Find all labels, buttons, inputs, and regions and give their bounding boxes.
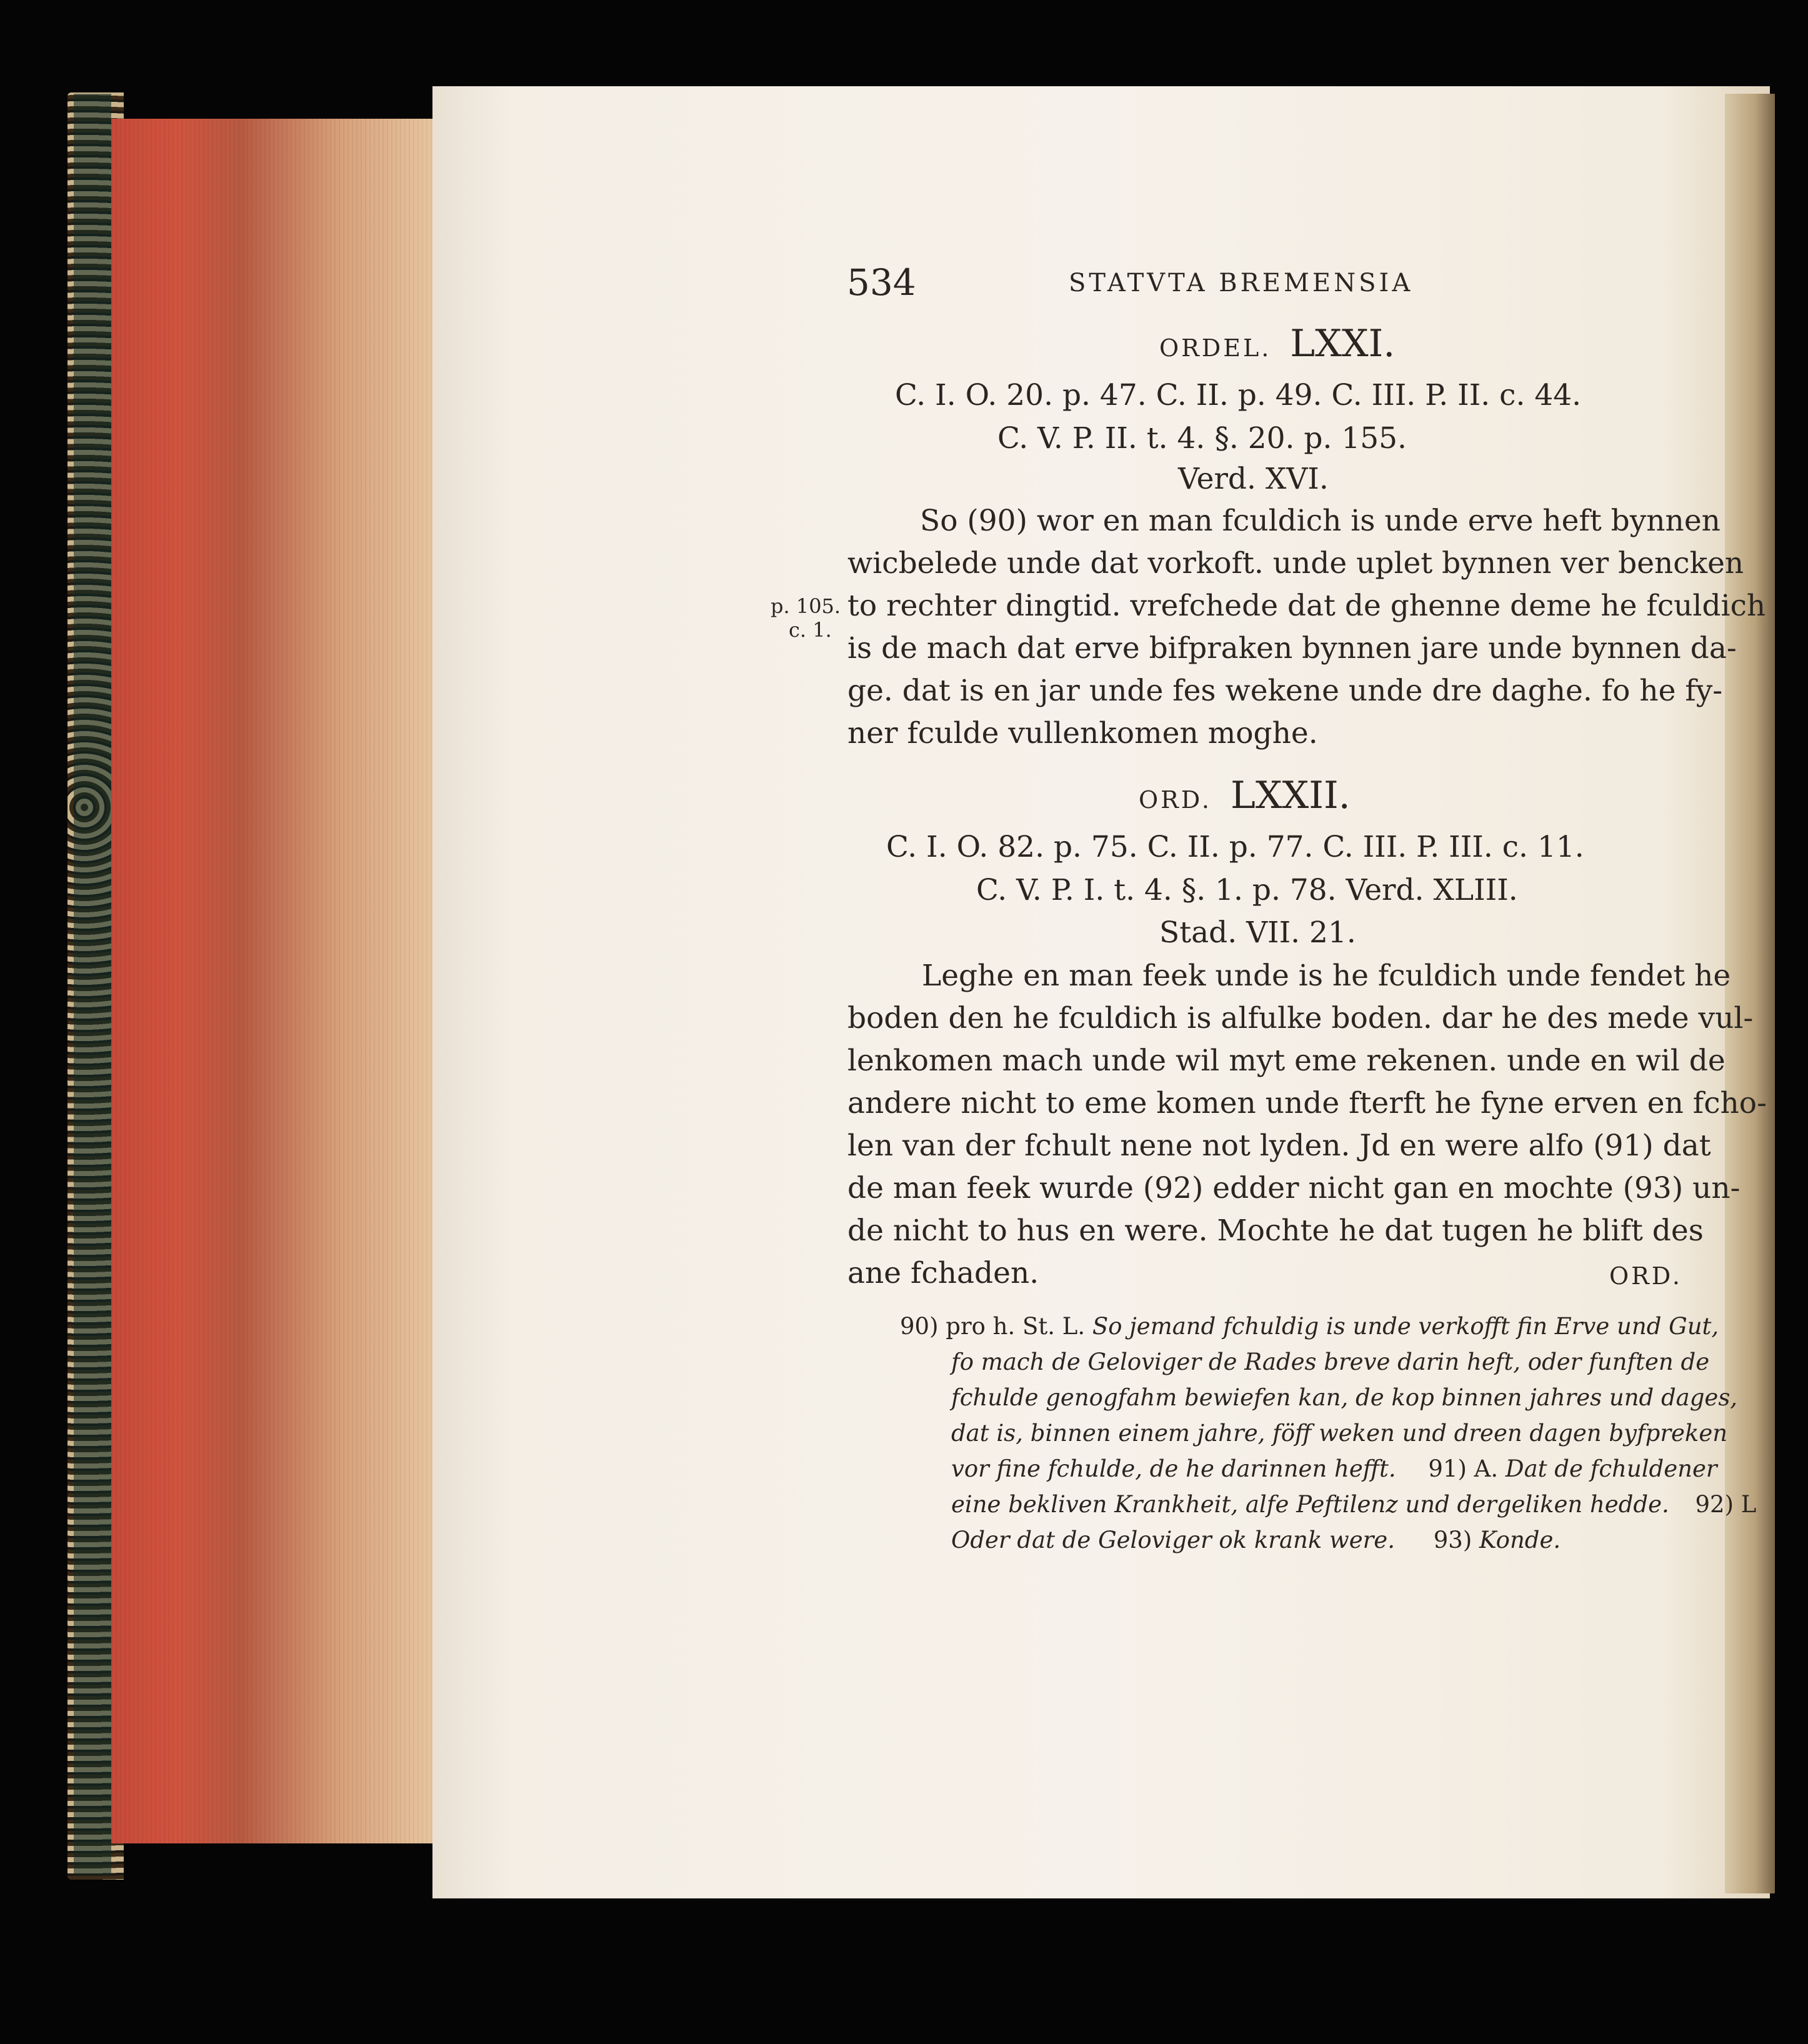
footnote-line: [951, 1525, 1561, 1556]
reference-line: Verd. XVI.: [1178, 462, 1329, 496]
body-line: ge. dat is en jar unde fes wekene unde dre daghe. fo he fy-: [847, 674, 1723, 708]
margin-note: c. 1.: [789, 618, 832, 642]
reference-line: C. V. P. II. t. 4. §. 20. p. 155.: [997, 421, 1407, 456]
footnote-line: fchulde genogfahm bewiefen kan, de kop binnen jahres und dages,: [951, 1384, 1738, 1411]
footnote-marker: 93): [1433, 1527, 1472, 1553]
body-line: lenkomen mach unde wil myt eme rekenen. unde en wil de: [847, 1044, 1726, 1078]
body-line: So (90) wor en man fculdich is unde erve heft bynnen: [920, 504, 1721, 538]
footnote-marker: 91) A.: [1428, 1455, 1499, 1482]
reference-line: C. I. O. 20. p. 47. C. II. p. 49. C. III. P. II. c. 44.: [895, 378, 1582, 412]
body-line: de nicht to hus en were. Mochte he dat tugen he blift des: [847, 1214, 1704, 1248]
ord-label: ORDEL.: [1159, 334, 1272, 362]
body-line: boden den he fculdich is alfulke boden. dar he des mede vul-: [847, 1001, 1754, 1035]
footnote-text: vor fine fchulde, de he darinnen hefft.: [951, 1455, 1396, 1482]
margin-note: p. 105.: [771, 594, 841, 618]
ord-number: LXXI.: [1290, 322, 1396, 366]
body-line: de man feek wurde (92) edder nicht gan en mochte (93) un-: [847, 1171, 1741, 1205]
section-heading: [1159, 322, 1396, 367]
footnote-prefix: 90) pro h. St. L.: [900, 1313, 1086, 1340]
footnote-text: eine bekliven Krankheit, alfe Peftilenz und dergeliken hedde.: [951, 1491, 1669, 1518]
body-line: len van der fchult nene not lyden. Jd en were alfo (91) dat: [847, 1129, 1711, 1163]
reference-line: C. I. O. 82. p. 75. C. II. p. 77. C. III. P. III. c. 11.: [886, 830, 1584, 864]
footnote-line: [900, 1311, 1719, 1342]
reference-line: Stad. VII. 21.: [1159, 915, 1356, 950]
footnote-marker: 92) L: [1695, 1491, 1757, 1518]
body-line: ane fchaden.: [847, 1256, 1039, 1290]
footnote-text: Konde.: [1479, 1527, 1561, 1553]
footnote-text: Oder dat de Geloviger ok krank were.: [951, 1527, 1395, 1553]
reference-line: C. V. P. I. t. 4. §. 1. p. 78. Verd. XLIII.: [976, 873, 1518, 907]
body-line: to rechter dingtid. vrefchede dat de ghenne deme he fculdich: [847, 589, 1766, 623]
section-heading: [1139, 774, 1351, 819]
footnote-text: So jemand fchuldig is unde verkofft fin Erve und Gut,: [1092, 1313, 1719, 1340]
footnote-line: [951, 1489, 1756, 1520]
footnote-line: fo mach de Geloviger de Rades breve darin heft, oder funften de: [951, 1349, 1710, 1375]
body-line: ner fculde vullenkomen moghe.: [847, 716, 1318, 750]
body-line: andere nicht to eme komen unde fterft he fyne erven en fcho-: [847, 1086, 1767, 1120]
ord-label: ORD.: [1139, 786, 1212, 814]
footnote-line: dat is, binnen einem jahre, föff weken und dreen dagen byfpreken: [951, 1420, 1728, 1447]
footnote-line: [951, 1453, 1717, 1485]
ord-number: LXXII.: [1230, 774, 1351, 817]
footnote-text: Dat de fchuldener: [1505, 1455, 1717, 1482]
body-line: Leghe en man feek unde is he fculdich unde fendet he: [922, 959, 1731, 993]
body-line: wicbelede unde dat vorkoft. unde uplet bynnen ver bencken: [847, 546, 1744, 581]
running-title: STATVTA BREMENSIA: [1069, 269, 1414, 297]
catchword: ORD.: [1609, 1262, 1682, 1290]
body-line: is de mach dat erve bifpraken bynnen jare unde bynnen da-: [847, 631, 1737, 666]
page-number: 534: [847, 261, 916, 304]
